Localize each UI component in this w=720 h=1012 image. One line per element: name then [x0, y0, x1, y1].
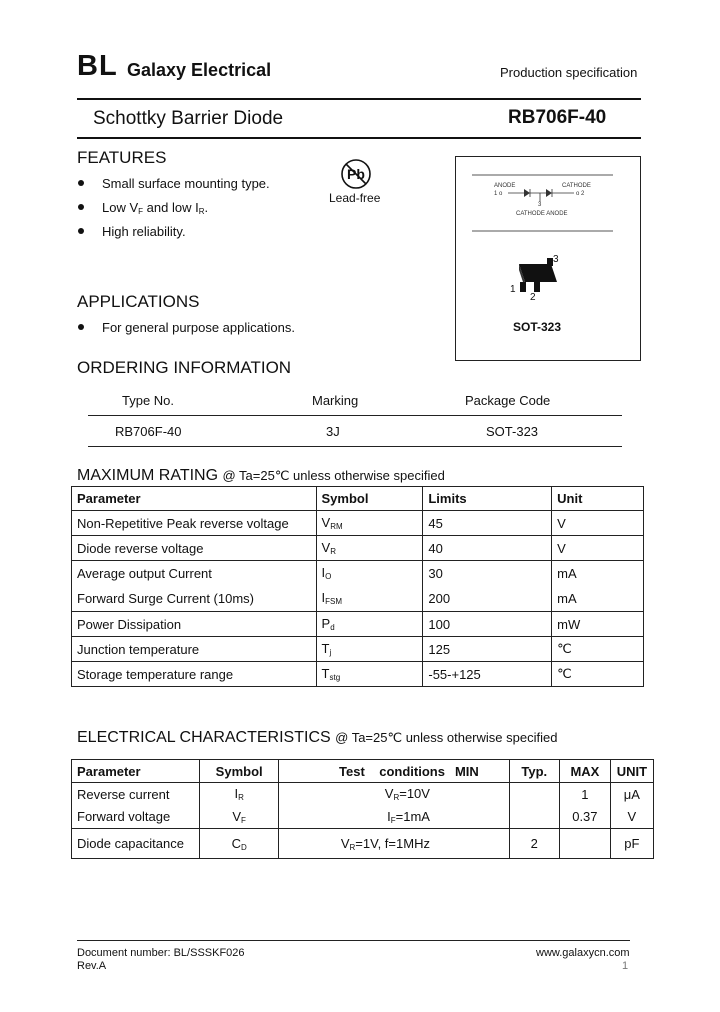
spec-type: Production specification: [500, 65, 638, 80]
header-rule: [77, 98, 641, 100]
ordering-package-value: SOT-323: [486, 424, 539, 439]
lead-free-label: Lead-free: [329, 191, 381, 205]
sot323-package-icon: [505, 250, 565, 302]
brand-logo: BL: [77, 50, 118, 82]
table-row: Forward Surge Current (10ms) $I_{FSM}$ 200 mA: [72, 586, 644, 612]
bullet-icon: [78, 204, 84, 210]
divider: [472, 230, 613, 232]
table-row: Storage temperature range $T_{stg}$ -55-+125 ℃: [72, 662, 644, 687]
svg-text:CATHODE: CATHODE: [562, 183, 591, 189]
ordering-col-marking: Marking: [312, 393, 359, 408]
feature-item: Low $V_F$ and low $I_R$.: [102, 200, 208, 216]
company-name: Galaxy Electrical: [127, 60, 272, 80]
svg-text:ANODE: ANODE: [494, 183, 516, 189]
max-rating-table: [71, 486, 644, 687]
ordering-heading: ORDERING INFORMATION: [77, 358, 292, 377]
table-row: Diode reverse voltage $V_R$ 40 V: [72, 536, 644, 561]
ordering-type-value: RB706F-40: [115, 424, 182, 439]
ordering-col-type: Type No.: [122, 393, 175, 408]
revision: Rev.A: [77, 960, 107, 972]
part-number: RB706F-40: [508, 107, 607, 128]
ordering-marking-value: 3J: [326, 424, 340, 439]
application-item: For general purpose applications.: [102, 320, 295, 335]
svg-text:3: 3: [553, 254, 559, 265]
diode-schematic: [490, 180, 600, 220]
feature-item: Small surface mounting type.: [102, 176, 270, 191]
page-number: 1: [622, 960, 629, 972]
svg-text:2: 2: [530, 292, 536, 302]
features-heading: FEATURES: [77, 148, 167, 167]
bullet-icon: [78, 228, 84, 234]
footer-rule: [77, 940, 630, 941]
svg-text:1 o: 1 o: [494, 191, 503, 197]
bullet-icon: [78, 180, 84, 186]
svg-text:Pb: Pb: [347, 166, 365, 182]
max-rating-heading: MAXIMUM RATING @ Ta=25℃ unless otherwise specified: [77, 467, 445, 484]
table-row: Junction temperature $T_j$ 125 ℃: [72, 637, 644, 662]
table-row: Reverse current $I_R$ $V_R=10V$ 1 μA: [72, 783, 654, 806]
ordering-rule: [88, 446, 622, 447]
website-link[interactable]: www.galaxycn.com: [536, 947, 630, 959]
table-header-row: Parameter Symbol Limits Unit: [72, 487, 644, 511]
table-row: Forward voltage $V_F$ $I_F=1mA$ 0.37 V: [72, 806, 654, 829]
lead-free-icon: [336, 156, 376, 192]
table-row: Non-Repetitive Peak reverse voltage $V_{RM}$ 45 V: [72, 511, 644, 536]
feature-item: High reliability.: [102, 224, 186, 239]
svg-text:o 2: o 2: [576, 191, 585, 197]
bullet-icon: [78, 324, 84, 330]
title-rule: [77, 137, 641, 139]
document-number: Document number: BL/SSSKF026: [77, 947, 245, 959]
ordering-rule: [88, 415, 622, 416]
product-title: Schottky Barrier Diode: [93, 108, 284, 129]
divider: [472, 174, 613, 176]
ordering-col-package: Package Code: [465, 393, 551, 408]
svg-text:3: 3: [538, 202, 542, 208]
svg-text:1: 1: [510, 284, 516, 295]
table-row: Diode capacitance $C_D$ $V_R=1V$, f=1MHz 2 pF: [72, 829, 654, 859]
electrical-heading: ELECTRICAL CHARACTERISTICS @ Ta=25℃ unless otherwise specified: [77, 729, 558, 746]
svg-text:CATHODE ANODE: CATHODE ANODE: [516, 211, 568, 217]
electrical-table: [71, 759, 654, 859]
applications-heading: APPLICATIONS: [77, 292, 200, 311]
table-row: Average output Current $I_O$ 30 mA: [72, 561, 644, 586]
package-name: SOT-323: [513, 320, 562, 334]
table-header-row: Parameter Symbol Test conditions MIN Typ. MAX UNIT: [72, 760, 654, 783]
table-row: Power Dissipation $P_d$ 100 mW: [72, 612, 644, 637]
